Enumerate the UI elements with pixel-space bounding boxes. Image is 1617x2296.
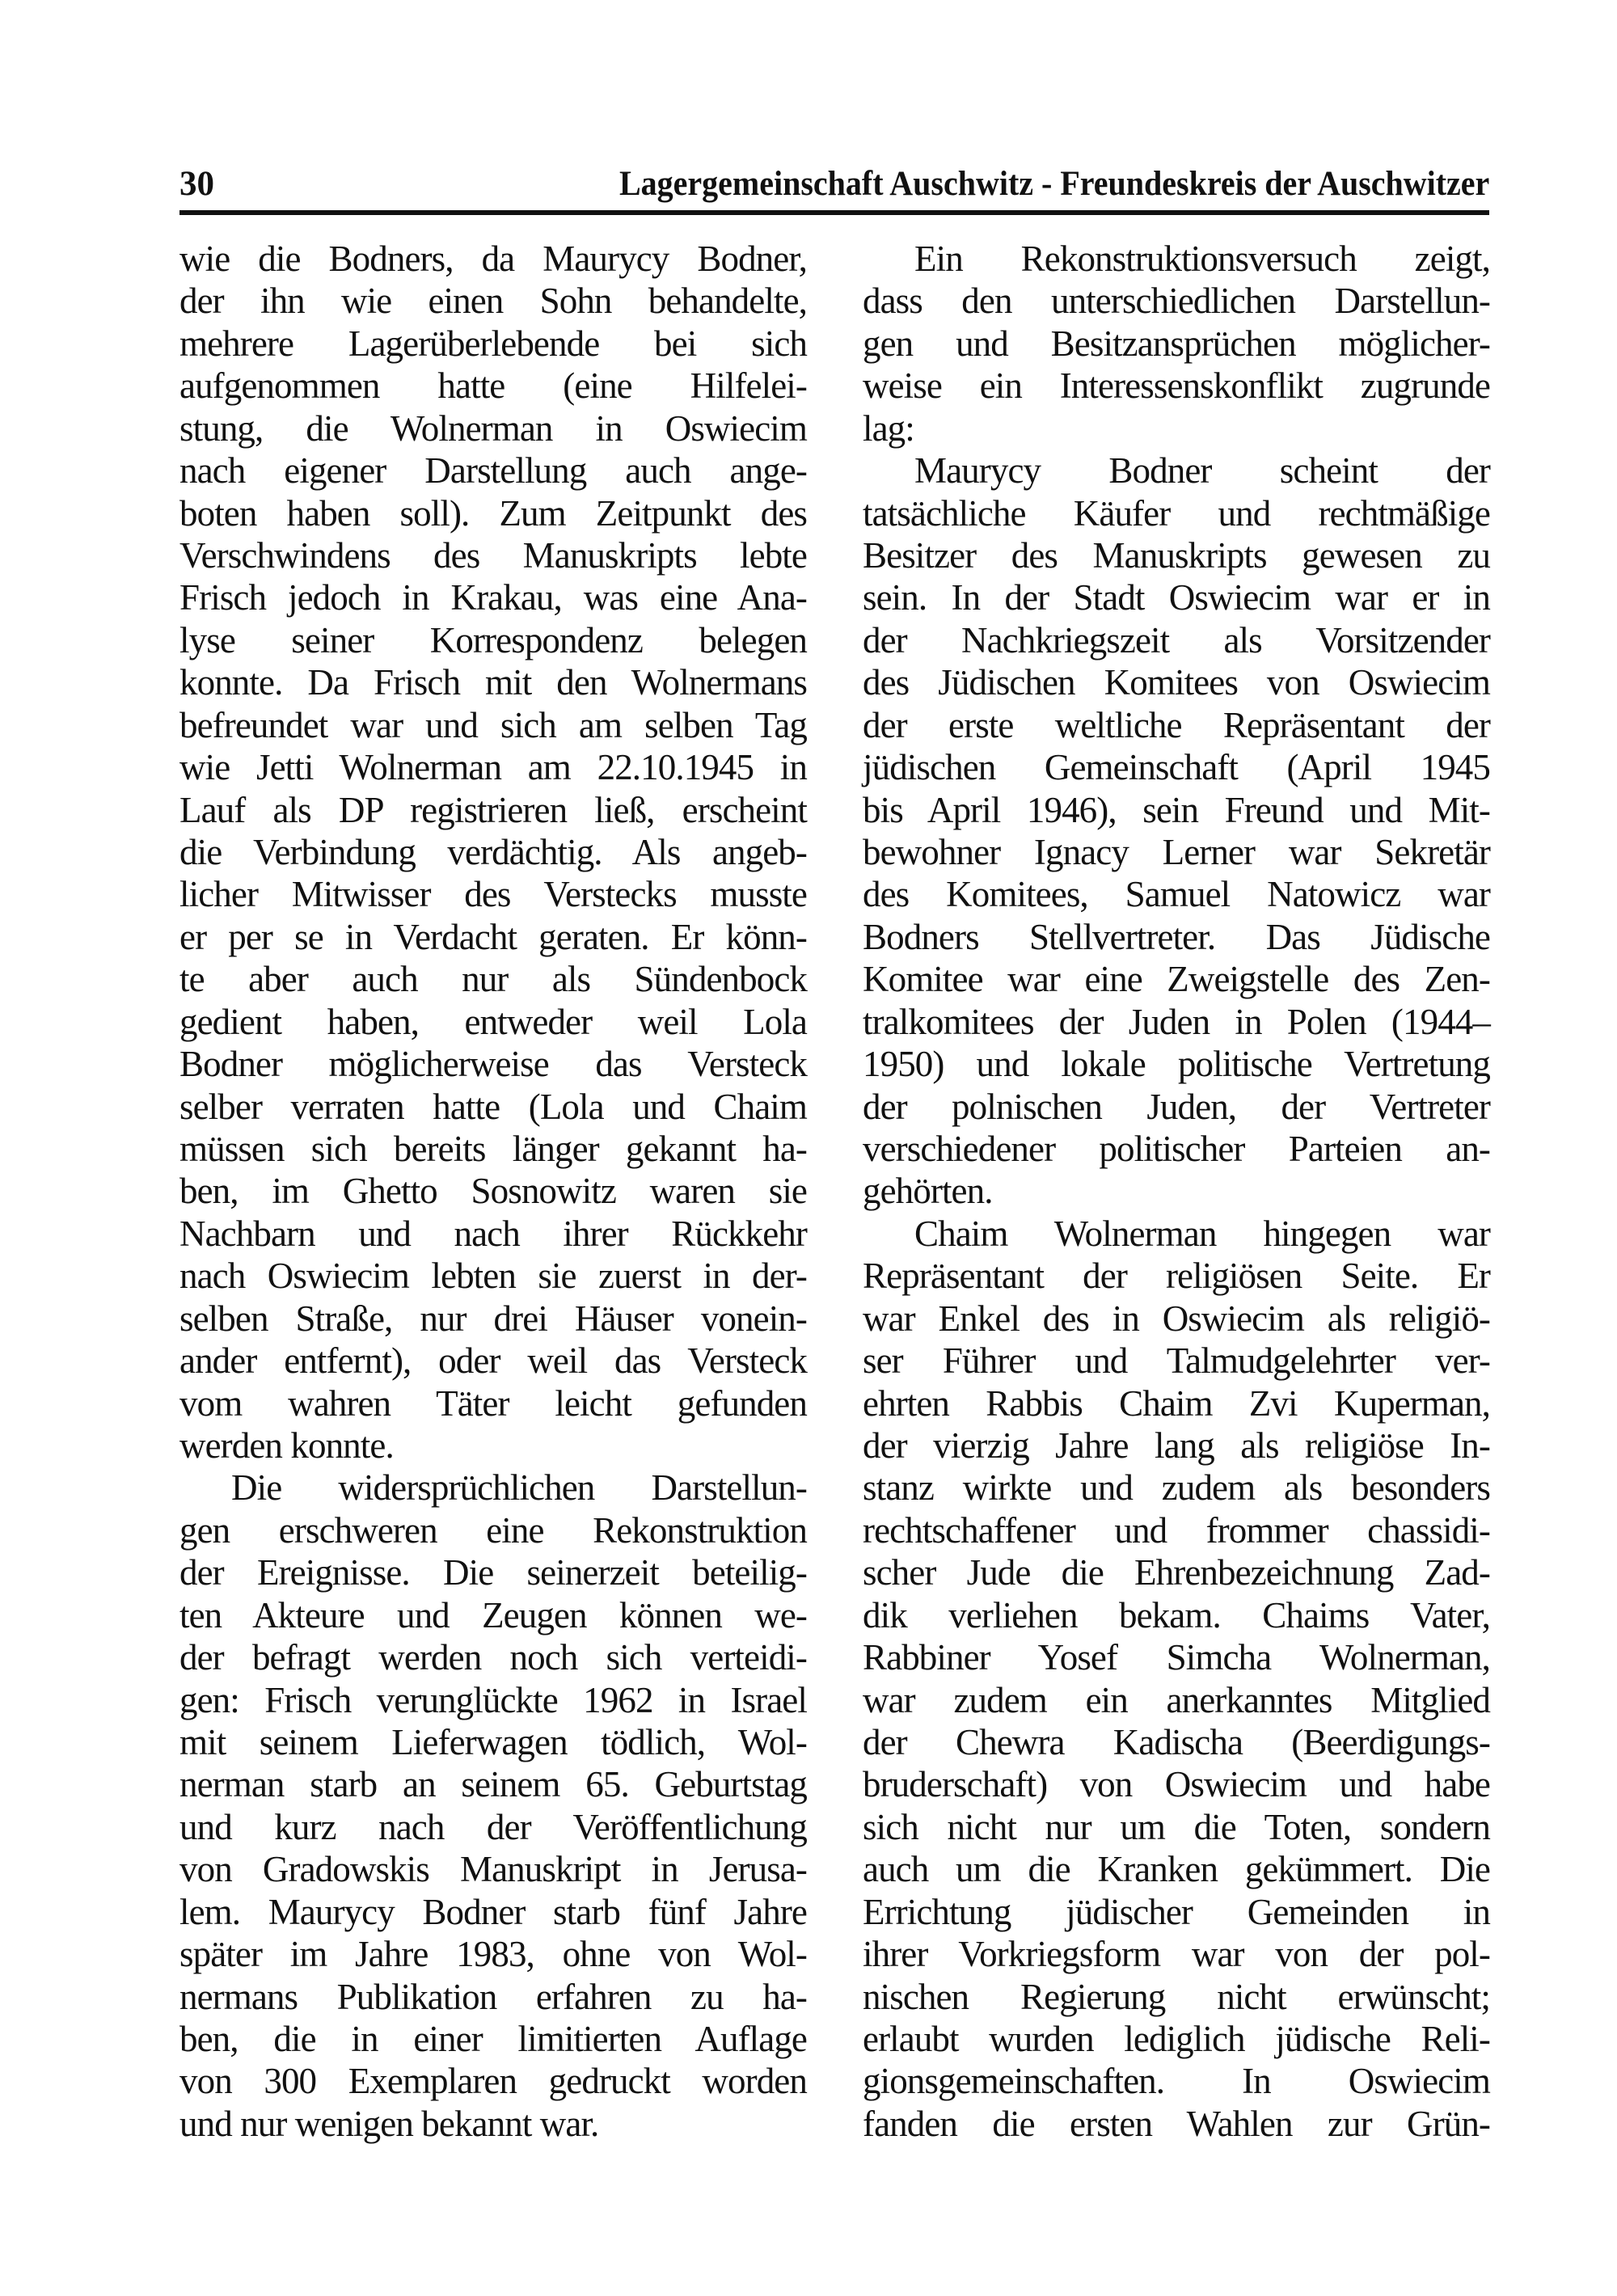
running-title: Lagergemeinschaft Auschwitz - Freundeskreis der Auschwitzer bbox=[619, 165, 1489, 203]
text-line bbox=[863, 789, 1490, 831]
text-line bbox=[863, 1298, 1490, 1340]
text-line bbox=[179, 449, 807, 492]
text-line bbox=[179, 831, 807, 873]
line-text: von Gradowskis Manuskript in Jerusa- bbox=[179, 1849, 807, 1890]
line-text: Maurycy Bodner scheint der bbox=[914, 450, 1490, 492]
text-line bbox=[179, 1298, 807, 1340]
line-text: der erste weltliche Repräsentant der bbox=[863, 704, 1490, 745]
text-line bbox=[863, 1636, 1490, 1678]
text-line bbox=[863, 1213, 1490, 1255]
line-text: lyse seiner Korrespondenz belegen bbox=[179, 619, 807, 661]
text-line bbox=[863, 1509, 1490, 1551]
text-line bbox=[863, 1976, 1490, 2018]
line-text: befreundet war und sich am selben Tag bbox=[179, 704, 807, 745]
text-line bbox=[179, 916, 807, 958]
line-text: mehrere Lagerüberlebende bei sich bbox=[179, 323, 807, 364]
line-text: ehrten Rabbis Chaim Zvi Kuperman, bbox=[863, 1382, 1490, 1424]
line-text: der befragt werden noch sich verteidi- bbox=[179, 1637, 807, 1678]
text-line bbox=[179, 1382, 807, 1424]
text-line bbox=[863, 831, 1490, 873]
line-text: bruderschaft) von Oswiecim und habe bbox=[863, 1764, 1490, 1805]
text-line bbox=[179, 873, 807, 915]
text-line bbox=[863, 958, 1490, 1000]
line-text: er per se in Verdacht geraten. Er könn- bbox=[179, 916, 807, 957]
text-line bbox=[179, 323, 807, 365]
line-text: bis April 1946), sein Freund und Mit- bbox=[863, 789, 1490, 830]
header-rule bbox=[179, 210, 1489, 215]
text-line bbox=[179, 1976, 807, 2018]
text-line bbox=[179, 2103, 807, 2145]
line-text: ben, im Ghetto Sosnowitz waren sie bbox=[179, 1171, 807, 1212]
line-text: ten Akteure und Zeugen können we- bbox=[179, 1594, 807, 1635]
text-line bbox=[863, 1891, 1490, 1933]
text-line bbox=[863, 576, 1490, 618]
text-line bbox=[179, 704, 807, 746]
line-text: Lauf als DP registrieren ließ, erscheint bbox=[179, 789, 807, 830]
line-text: ander entfernt), oder weil das Versteck bbox=[179, 1340, 807, 1382]
text-line bbox=[863, 407, 1490, 449]
line-text: ben, die in einer limitierten Auflage bbox=[179, 2019, 807, 2060]
text-line bbox=[179, 1933, 807, 1975]
line-text: te aber auch nur als Sündenbock bbox=[179, 959, 807, 1000]
text-line bbox=[179, 1806, 807, 1848]
line-text: gionsgemeinschaften. In Oswiecim bbox=[863, 2061, 1490, 2102]
line-text: aufgenommen hatte (eine Hilfelei- bbox=[179, 365, 807, 407]
line-text: und kurz nach der Veröffentlichung bbox=[179, 1806, 807, 1847]
text-line bbox=[863, 1848, 1490, 1890]
text-line bbox=[863, 1128, 1490, 1170]
line-text: tralkomitees der Juden in Polen (1944– bbox=[863, 1001, 1490, 1042]
text-line bbox=[179, 1043, 807, 1085]
line-text: mit seinem Lieferwagen tödlich, Wol- bbox=[179, 1722, 807, 1763]
line-text: Besitzer des Manuskripts gewesen zu bbox=[863, 535, 1490, 576]
text-line bbox=[179, 576, 807, 618]
text-line bbox=[863, 1763, 1490, 1805]
text-line bbox=[179, 1891, 807, 1933]
text-line bbox=[179, 2060, 807, 2102]
line-text: konnte. Da Frisch mit den Wolnermans bbox=[179, 662, 807, 703]
text-line bbox=[179, 1340, 807, 1382]
line-text: wie Jetti Wolnerman am 22.10.1945 in bbox=[179, 747, 807, 788]
line-text: der Chewra Kadischa (Beerdigungs- bbox=[863, 1722, 1490, 1763]
text-line bbox=[863, 1551, 1490, 1593]
line-text: sich nicht nur um die Toten, sondern bbox=[863, 1806, 1490, 1847]
line-text: gen: Frisch verunglückte 1962 in Israel bbox=[179, 1679, 807, 1720]
line-text: der Ereignisse. Die seinerzeit beteilig- bbox=[179, 1552, 807, 1593]
text-line bbox=[179, 789, 807, 831]
line-text: selben Straße, nur drei Häuser vonein- bbox=[179, 1298, 807, 1339]
line-text: Komitee war eine Zweigstelle des Zen- bbox=[863, 959, 1490, 1000]
text-line bbox=[863, 2060, 1490, 2102]
text-line bbox=[863, 1933, 1490, 1975]
line-text: vom wahren Täter leicht gefunden bbox=[179, 1382, 807, 1424]
line-text: Bodners Stellvertreter. Das Jüdische bbox=[863, 916, 1490, 957]
line-text: wie die Bodners, da Maurycy Bodner, bbox=[179, 238, 807, 279]
page-number: 30 bbox=[179, 165, 214, 203]
line-text: gedient haben, entweder weil Lola bbox=[179, 1001, 807, 1042]
text-line bbox=[863, 1170, 1490, 1212]
line-text: gen erschweren eine Rekonstruktion bbox=[179, 1509, 807, 1551]
text-line bbox=[179, 1086, 807, 1128]
text-line bbox=[179, 1679, 807, 1721]
text-line bbox=[179, 407, 807, 449]
line-text: ser Führer und Talmudgelehrter ver- bbox=[863, 1340, 1490, 1382]
line-text: boten haben soll). Zum Zeitpunkt des bbox=[179, 492, 807, 534]
text-line bbox=[179, 365, 807, 407]
line-text: Nachbarn und nach ihrer Rückkehr bbox=[179, 1213, 807, 1254]
text-line bbox=[863, 1424, 1490, 1467]
text-line bbox=[179, 280, 807, 322]
line-text: Rabbiner Yosef Simcha Wolnerman, bbox=[863, 1637, 1490, 1678]
text-line bbox=[863, 2018, 1490, 2060]
line-text: jüdischen Gemeinschaft (April 1945 bbox=[863, 747, 1490, 788]
text-line bbox=[863, 1721, 1490, 1763]
text-line bbox=[179, 534, 807, 576]
text-line bbox=[863, 365, 1490, 407]
line-text: nischen Regierung nicht erwünscht; bbox=[863, 1976, 1490, 2017]
line-text: sein. In der Stadt Oswiecim war er in bbox=[863, 577, 1490, 618]
text-line bbox=[863, 661, 1490, 703]
text-line bbox=[863, 1043, 1490, 1085]
line-text: Frisch jedoch in Krakau, was eine Ana- bbox=[179, 577, 807, 618]
text-line bbox=[863, 1382, 1490, 1424]
line-text: gehörten. bbox=[863, 1171, 993, 1212]
text-line bbox=[179, 1467, 807, 1509]
text-line bbox=[179, 1255, 807, 1297]
line-text: war zudem ein anerkanntes Mitglied bbox=[863, 1679, 1490, 1720]
line-text: Verschwindens des Manuskripts lebte bbox=[179, 535, 807, 576]
line-text: der Nachkriegszeit als Vorsitzender bbox=[863, 619, 1490, 661]
text-line bbox=[863, 746, 1490, 788]
line-text: nerman starb an seinem 65. Geburtstag bbox=[179, 1764, 807, 1805]
text-line bbox=[863, 1001, 1490, 1043]
line-text: scher Jude die Ehrenbezeichnung Zad- bbox=[863, 1552, 1490, 1593]
text-line bbox=[179, 492, 807, 534]
text-line bbox=[863, 1679, 1490, 1721]
line-text: bewohner Ignacy Lerner war Sekretär bbox=[863, 832, 1490, 873]
text-line bbox=[863, 280, 1490, 322]
line-text: und nur wenigen bekannt war. bbox=[179, 2103, 599, 2144]
text-line bbox=[179, 1848, 807, 1890]
text-line bbox=[179, 1128, 807, 1170]
text-line bbox=[863, 916, 1490, 958]
line-text: Errichtung jüdischer Gemeinden in bbox=[863, 1891, 1490, 1932]
text-line bbox=[179, 1636, 807, 1678]
text-line bbox=[179, 1001, 807, 1043]
line-text: Bodner möglicherweise das Versteck bbox=[179, 1044, 807, 1085]
line-text: der ihn wie einen Sohn behandelte, bbox=[179, 281, 807, 322]
text-line bbox=[179, 1721, 807, 1763]
line-text: tatsächliche Käufer und rechtmäßige bbox=[863, 492, 1490, 534]
text-line bbox=[863, 449, 1490, 492]
text-line bbox=[179, 746, 807, 788]
line-text: 1950) und lokale politische Vertretung bbox=[863, 1044, 1490, 1085]
line-text: verschiedener politischer Parteien an- bbox=[863, 1129, 1490, 1170]
text-line bbox=[179, 2018, 807, 2060]
text-line bbox=[863, 873, 1490, 915]
line-text: stung, die Wolnerman in Oswiecim bbox=[179, 407, 807, 449]
text-line bbox=[863, 238, 1490, 280]
line-text: ihrer Vorkriegsform war von der pol- bbox=[863, 1934, 1490, 1975]
text-line bbox=[863, 1467, 1490, 1509]
line-text: lag: bbox=[863, 407, 914, 449]
line-text: die Verbindung verdächtig. Als angeb- bbox=[179, 832, 807, 873]
text-line bbox=[179, 238, 807, 280]
line-text: des Jüdischen Komitees von Oswiecim bbox=[863, 662, 1490, 703]
text-line bbox=[179, 1424, 807, 1467]
running-header bbox=[179, 162, 1489, 207]
line-text: erlaubt wurden lediglich jüdische Reli- bbox=[863, 2019, 1490, 2060]
line-text: von 300 Exemplaren gedruckt worden bbox=[179, 2061, 807, 2102]
line-text: lem. Maurycy Bodner starb fünf Jahre bbox=[179, 1891, 807, 1932]
line-text: selber verraten hatte (Lola und Chaim bbox=[179, 1086, 807, 1127]
text-line bbox=[179, 1509, 807, 1551]
line-text: der polnischen Juden, der Vertreter bbox=[863, 1086, 1490, 1127]
text-line bbox=[179, 958, 807, 1000]
line-text: des Komitees, Samuel Natowicz war bbox=[863, 874, 1490, 915]
text-line bbox=[863, 619, 1490, 661]
line-text: werden konnte. bbox=[179, 1425, 394, 1467]
text-line bbox=[863, 492, 1490, 534]
line-text: nermans Publikation erfahren zu ha- bbox=[179, 1976, 807, 2017]
line-text: später im Jahre 1983, ohne von Wol- bbox=[179, 1934, 807, 1975]
text-line bbox=[863, 1806, 1490, 1848]
line-text: Chaim Wolnerman hingegen war bbox=[914, 1213, 1490, 1254]
text-line bbox=[179, 1551, 807, 1593]
text-line bbox=[863, 1255, 1490, 1297]
line-text: fanden die ersten Wahlen zur Grün- bbox=[863, 2103, 1490, 2144]
line-text: Repräsentant der religiösen Seite. Er bbox=[863, 1256, 1490, 1297]
text-line bbox=[863, 1340, 1490, 1382]
line-text: licher Mitwisser des Verstecks musste bbox=[179, 874, 807, 915]
line-text: Ein Rekonstruktionsversuch zeigt, bbox=[914, 238, 1490, 279]
line-text: weise ein Interessenskonflikt zugrunde bbox=[863, 365, 1490, 407]
line-text: war Enkel des in Oswiecim als religiö- bbox=[863, 1298, 1490, 1339]
line-text: dass den unterschiedlichen Darstellun- bbox=[863, 281, 1490, 322]
line-text: auch um die Kranken gekümmert. Die bbox=[863, 1849, 1490, 1890]
line-text: stanz wirkte und zudem als besonders bbox=[863, 1467, 1490, 1509]
line-text: gen und Besitzansprüchen möglicher- bbox=[863, 323, 1490, 364]
line-text: nach Oswiecim lebten sie zuerst in der- bbox=[179, 1256, 807, 1297]
line-text: der vierzig Jahre lang als religiöse In- bbox=[863, 1425, 1490, 1467]
line-text: dik verliehen bekam. Chaims Vater, bbox=[863, 1594, 1490, 1635]
line-text: Die widersprüchlichen Darstellun- bbox=[231, 1467, 807, 1509]
text-line bbox=[863, 1086, 1490, 1128]
line-text: rechtschaffener und frommer chassidi- bbox=[863, 1509, 1490, 1551]
text-line bbox=[179, 1763, 807, 1805]
text-line bbox=[863, 323, 1490, 365]
text-line bbox=[863, 534, 1490, 576]
text-line bbox=[863, 704, 1490, 746]
text-line bbox=[179, 1170, 807, 1212]
text-line bbox=[179, 661, 807, 703]
text-line bbox=[179, 1213, 807, 1255]
line-text: müssen sich bereits länger gekannt ha- bbox=[179, 1129, 807, 1170]
text-line bbox=[863, 2103, 1490, 2145]
text-line bbox=[179, 1594, 807, 1636]
line-text: nach eigener Darstellung auch ange- bbox=[179, 450, 807, 492]
text-line bbox=[179, 619, 807, 661]
text-line bbox=[863, 1594, 1490, 1636]
